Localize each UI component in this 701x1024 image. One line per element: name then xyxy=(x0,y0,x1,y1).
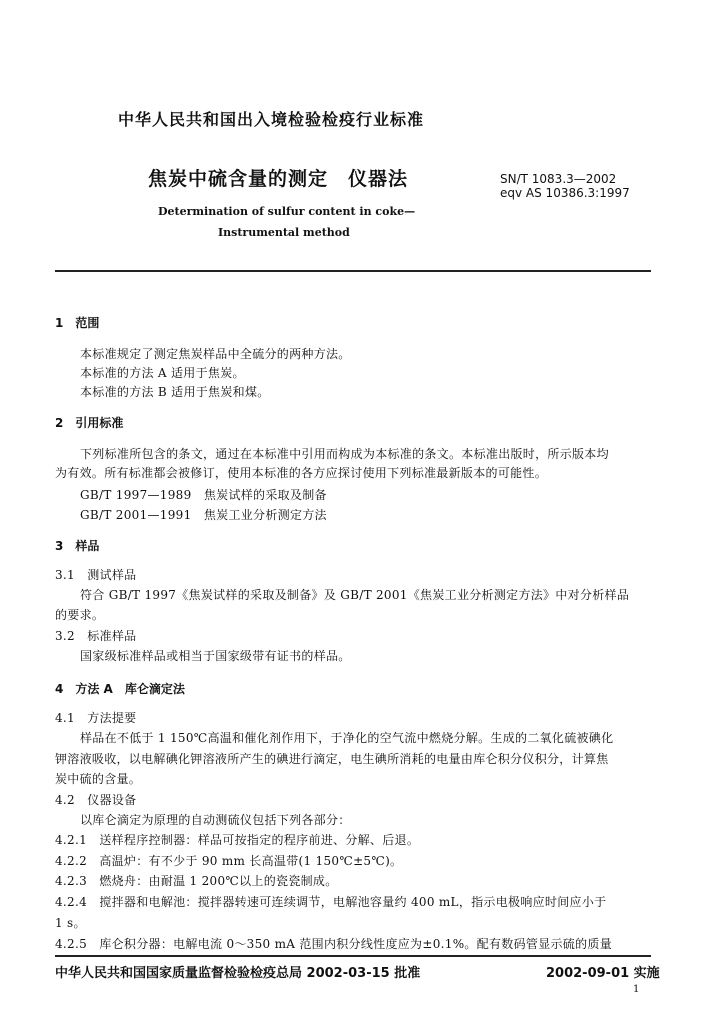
subsection-heading: 4.2 仪器设备 xyxy=(55,793,137,807)
equivalent-standard: eqv AS 10386.3:1997 xyxy=(500,186,630,200)
footer-divider xyxy=(55,955,651,957)
paragraph: 为有效。所有标准都会被修订，使用本标准的各方应探讨使用下列标准最新版本的可能性。 xyxy=(55,466,548,480)
list-item: 4.2.4 搅拌器和电解池：搅拌器转速可连续调节，电解池容量约 400 mL，指示电极响应时间应小于 xyxy=(55,895,607,909)
implementation-date: 2002-09-01 实施 xyxy=(546,966,660,981)
list-item: 4.2.1 送样程序控制器：样品可按指定的程序前进、分解、后退。 xyxy=(55,833,420,847)
list-item: 4.2.2 高温炉：有不少于 90 mm 长高温带(1 150℃±5℃)。 xyxy=(55,854,403,868)
english-title-line-2: Instrumental method xyxy=(218,226,350,239)
approval-line: 中华人民共和国国家质量监督检验检疫总局 2002-03-15 批准 xyxy=(55,966,421,981)
document-title: 焦炭中硫含量的测定 仪器法 xyxy=(148,168,409,190)
list-item: 4.2.5 库仑积分器：电解电流 0～350 mA 范围内积分线性度应为±0.1%。配有数码管显示硫的质量 xyxy=(55,937,613,951)
paragraph: 下列标准所包含的条文，通过在本标准中引用而构成为本标准的条文。本标准出版时，所示版本均 xyxy=(80,447,609,461)
standard-number: SN/T 1083.3—2002 xyxy=(500,172,617,186)
reference-item: GB/T 1997—1989 焦炭试样的采取及制备 xyxy=(80,488,327,502)
subsection-heading: 4.1 方法提要 xyxy=(55,711,137,725)
paragraph: 国家级标准样品或相当于国家级带有证书的样品。 xyxy=(80,649,351,663)
reference-item: GB/T 2001—1991 焦炭工业分析测定方法 xyxy=(80,508,327,522)
paragraph: 的要求。 xyxy=(55,608,105,622)
subsection-heading: 3.2 标准样品 xyxy=(55,629,137,643)
paragraph: 炭中硫的含量。 xyxy=(55,772,142,786)
section-2-heading: 2 引用标准 xyxy=(55,416,124,430)
english-title-line-1: Determination of sulfur content in coke— xyxy=(158,205,416,218)
paragraph: 符合 GB/T 1997《焦炭试样的采取及制备》及 GB/T 2001《焦炭工业分析测定方法》中对分析样品 xyxy=(80,588,630,602)
header-divider xyxy=(55,270,651,272)
paragraph: 样品在不低于 1 150℃高温和催化剂作用下，于净化的空气流中燃烧分解。生成的二氧化硫被碘化 xyxy=(80,731,614,745)
subsection-heading: 3.1 测试样品 xyxy=(55,568,137,582)
section-3-heading: 3 样品 xyxy=(55,539,100,553)
issuing-agency: 中华人民共和国出入境检验检疫行业标准 xyxy=(118,110,425,129)
section-4-heading: 4 方法 A 库仑滴定法 xyxy=(55,682,185,696)
paragraph: 本标准的方法 A 适用于焦炭。 xyxy=(80,366,245,380)
section-1-heading: 1 范围 xyxy=(55,316,100,330)
paragraph: 本标准的方法 B 适用于焦炭和煤。 xyxy=(80,385,270,399)
list-item: 4.2.3 燃烧舟：由耐温 1 200℃以上的瓷瓷制成。 xyxy=(55,874,338,888)
page-number: 1 xyxy=(633,984,640,995)
list-item: 1 s。 xyxy=(55,916,86,930)
paragraph: 钾溶液吸收，以电解碘化钾溶液所产生的碘进行滴定，电生碘所消耗的电量由库仑积分仪积分，计算焦 xyxy=(55,752,609,766)
paragraph: 本标准规定了测定焦炭样品中全硫分的两种方法。 xyxy=(80,347,351,361)
paragraph: 以库仑滴定为原理的自动测硫仪包括下列各部分： xyxy=(80,813,351,827)
